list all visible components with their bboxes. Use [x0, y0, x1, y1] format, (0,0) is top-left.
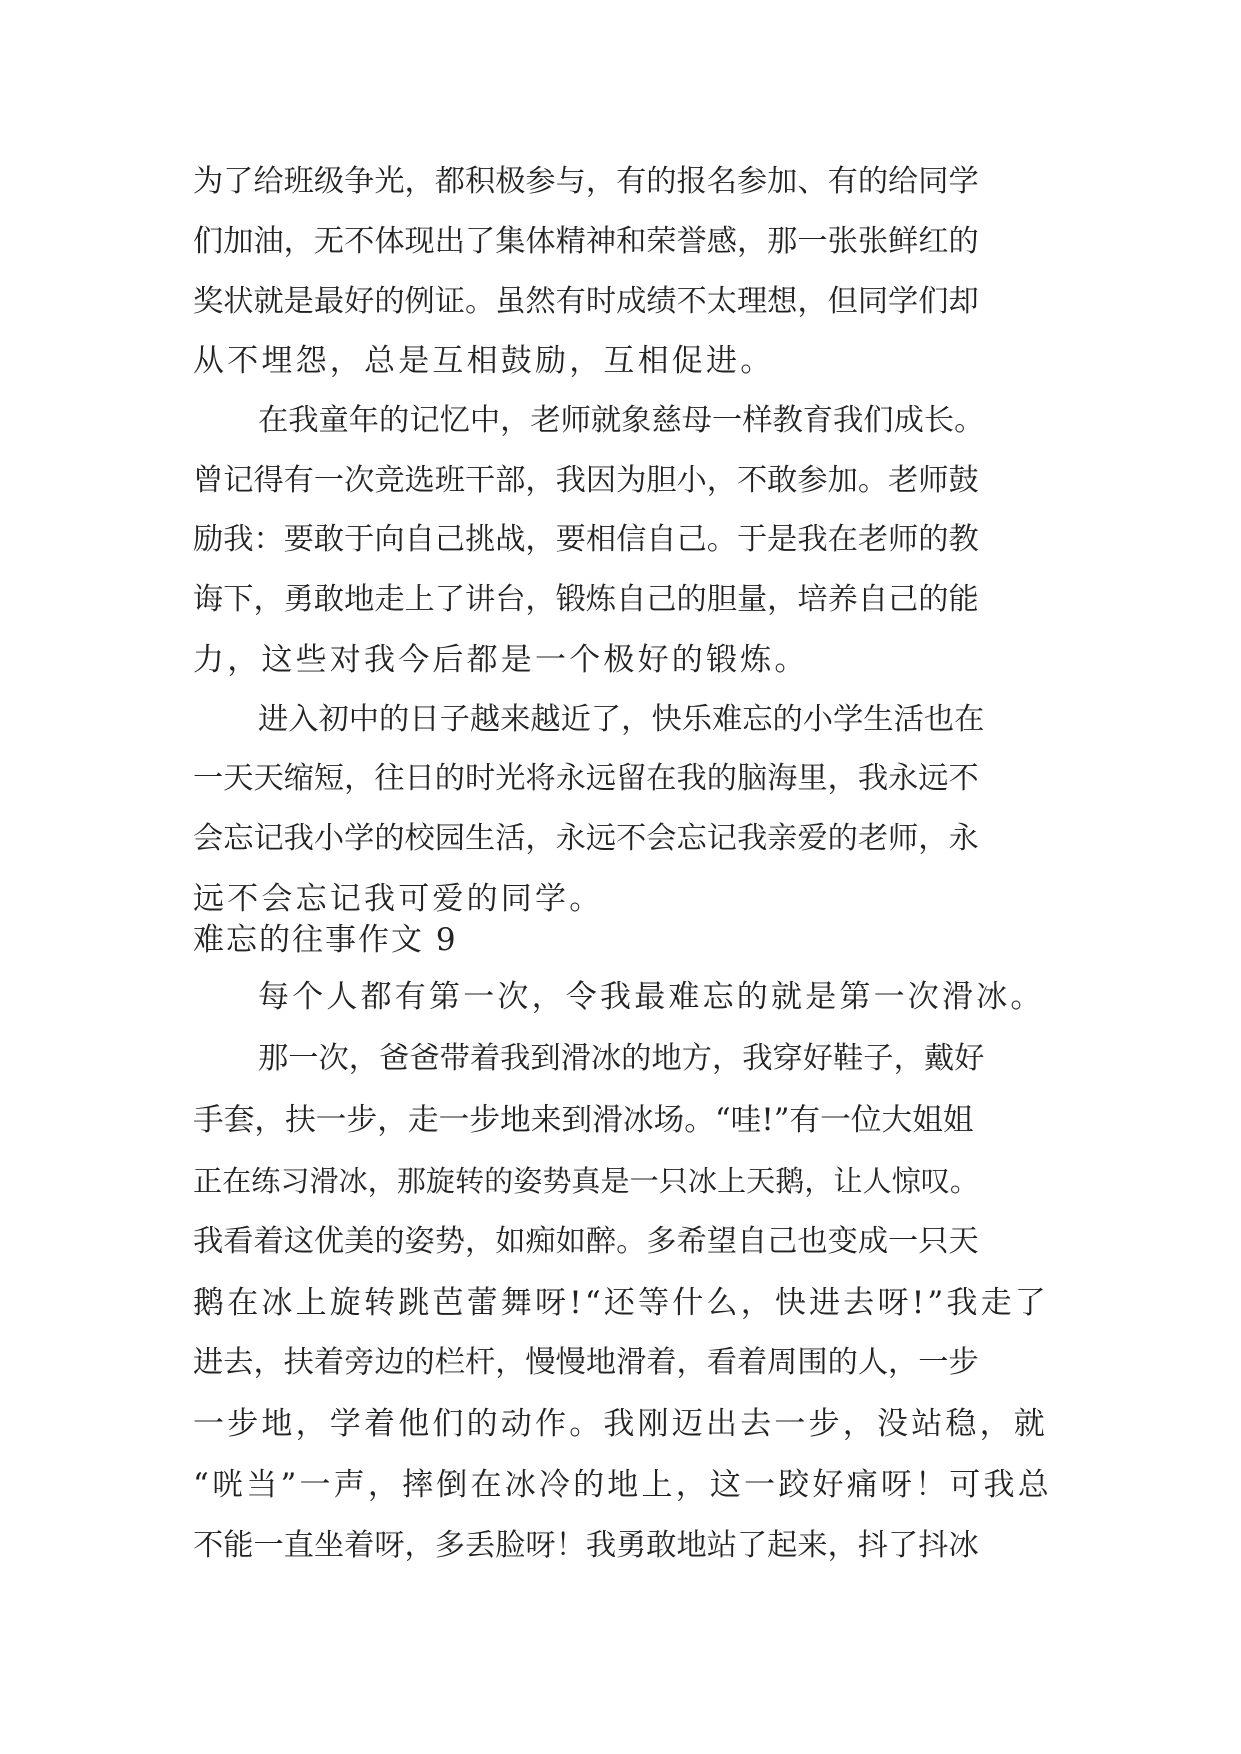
text-line: 我看着这优美的姿势，如痴如醉。多希望自己也变成一只天 [193, 1224, 979, 1259]
paragraph-start-line: 每个人都有第一次，令我最难忘的就是第一次滑冰。 [258, 979, 1045, 1015]
text-line: 为了给班级争光，都积极参与，有的报名参加、有的给同学 [193, 164, 979, 199]
text-line: 一天天缩短，往日的时光将永远留在我的脑海里，我永远不 [193, 761, 979, 796]
text-line: 远不会忘记我可爱的同学。 [193, 881, 604, 917]
paragraph-start-line: 在我童年的记忆中，老师就象慈母一样教育我们成长。 [258, 403, 985, 438]
text-line: 会忘记我小学的校园生活，永远不会忘记我亲爱的老师，永 [193, 821, 979, 856]
text-line: 力，这些对我今后都是一个极好的锻炼。 [193, 642, 809, 678]
section-heading: 难忘的往事作文 9 [193, 922, 458, 958]
text-line: 励我：要敢于向自己挑战，要相信自己。于是我在老师的教 [193, 522, 979, 557]
text-line: 从不埋怨，总是互相鼓励，互相促进。 [193, 343, 775, 379]
text-line: 进去，扶着旁边的栏杆，慢慢地滑着，看着周围的人，一步 [193, 1345, 979, 1380]
text-line: 不能一直坐着呀，多丢脸呀！我勇敢地站了起来，抖了抖冰 [193, 1528, 979, 1563]
text-line: 鹅在冰上旋转跳芭蕾舞呀!“还等什么，快进去呀!”我走了 [193, 1285, 1050, 1321]
text-line: 曾记得有一次竞选班干部，我因为胆小，不敢参加。老师鼓 [193, 463, 979, 498]
paragraph-start-line: 进入初中的日子越来越近了，快乐难忘的小学生活也在 [258, 702, 985, 737]
text-line: 手套，扶一步，走一步地来到滑冰场。“哇!”有一位大姐姐 [193, 1102, 974, 1138]
text-line: 一步地，学着他们的动作。我刚迈出去一步，没站稳，就 [193, 1406, 1048, 1442]
text-line: 正在练习滑冰，那旋转的姿势真是一只冰上天鹅，让人惊叹。 [193, 1164, 979, 1198]
text-line: 奖状就是最好的例证。虽然有时成绩不太理想，但同学们却 [193, 284, 979, 319]
paragraph-start-line: 那一次，爸爸带着我到滑冰的地方，我穿好鞋子，戴好 [258, 1041, 985, 1076]
text-line: 诲下，勇敢地走上了讲台，锻炼自己的胆量，培养自己的能 [193, 582, 979, 617]
text-line: “咣当”一声，摔倒在冰冷的地上，这一跤好痛呀！可我总 [193, 1467, 1052, 1503]
text-line: 们加油，无不体现出了集体精神和荣誉感，那一张张鲜红的 [193, 224, 979, 259]
